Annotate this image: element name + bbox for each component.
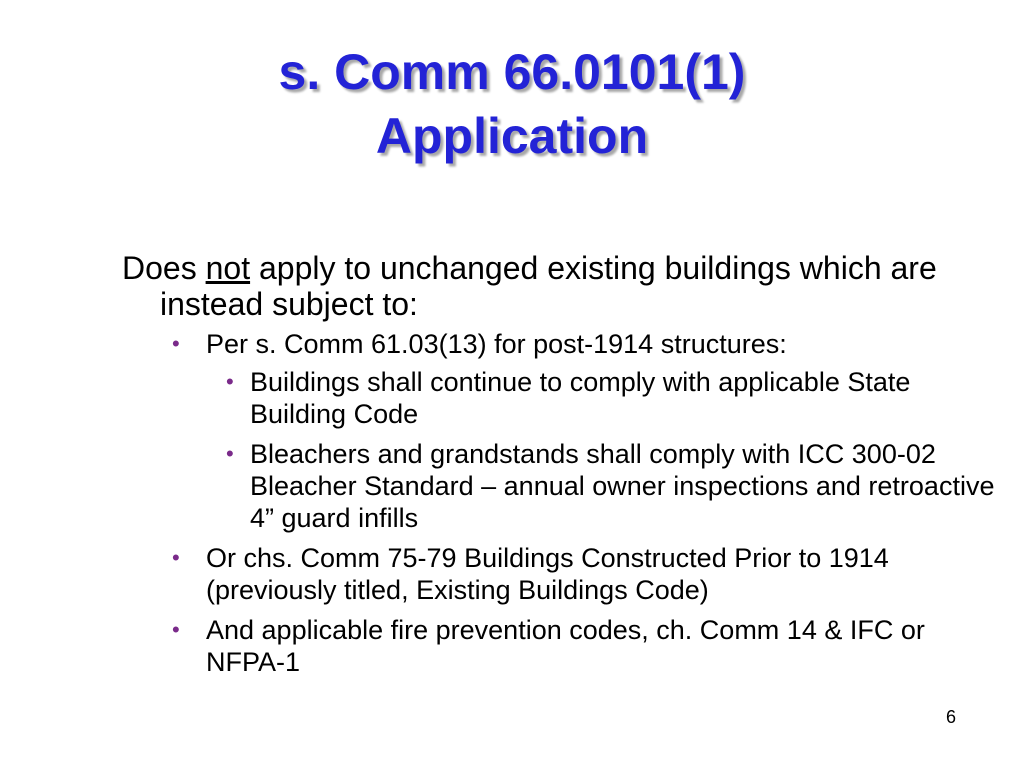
bullet-item-text: Bleachers and grandstands shall comply with ICC 300-02 Bleacher Standard – annual owner inspections and retroactive 4” guard infills bbox=[250, 439, 995, 533]
intro-text-start: Does bbox=[122, 250, 206, 286]
bullet-item-text: And applicable fire prevention codes, ch. Comm 14 & IFC or NFPA-1 bbox=[206, 615, 925, 677]
intro-emphasis-not: not bbox=[205, 250, 251, 286]
bullet-item-text: Or chs. Comm 75-79 Buildings Constructed Prior to 1914 (previously titled, Existing Buildings Code) bbox=[206, 543, 889, 605]
bullet-item-level-2 bbox=[122, 542, 1002, 606]
bullet-item-text: Buildings shall continue to comply with applicable State Building Code bbox=[250, 367, 911, 429]
bullet-item-level-3 bbox=[122, 366, 1002, 430]
bullet-item-level-3 bbox=[122, 438, 1002, 534]
bullet-icon: • bbox=[172, 545, 180, 570]
bullet-icon: • bbox=[226, 441, 234, 466]
bullet-icon: • bbox=[172, 617, 180, 642]
slide-body bbox=[122, 250, 1002, 678]
intro-paragraph bbox=[122, 250, 1002, 322]
slide-title-line-2: Application bbox=[375, 108, 649, 164]
slide-title-line-1: s. Comm 66.0101(1) bbox=[278, 44, 746, 100]
page-number: 6 bbox=[946, 707, 957, 727]
bullet-icon: • bbox=[172, 331, 180, 356]
intro-text-end: apply to unchanged existing buildings which are instead subject to: bbox=[160, 250, 937, 322]
bullet-item-level-2 bbox=[122, 328, 1002, 360]
bullet-icon: • bbox=[226, 369, 234, 394]
slide-title bbox=[0, 40, 1024, 168]
bullet-item-text: Per s. Comm 61.03(13) for post-1914 structures: bbox=[206, 329, 787, 359]
bullet-item-level-2 bbox=[122, 614, 1002, 678]
